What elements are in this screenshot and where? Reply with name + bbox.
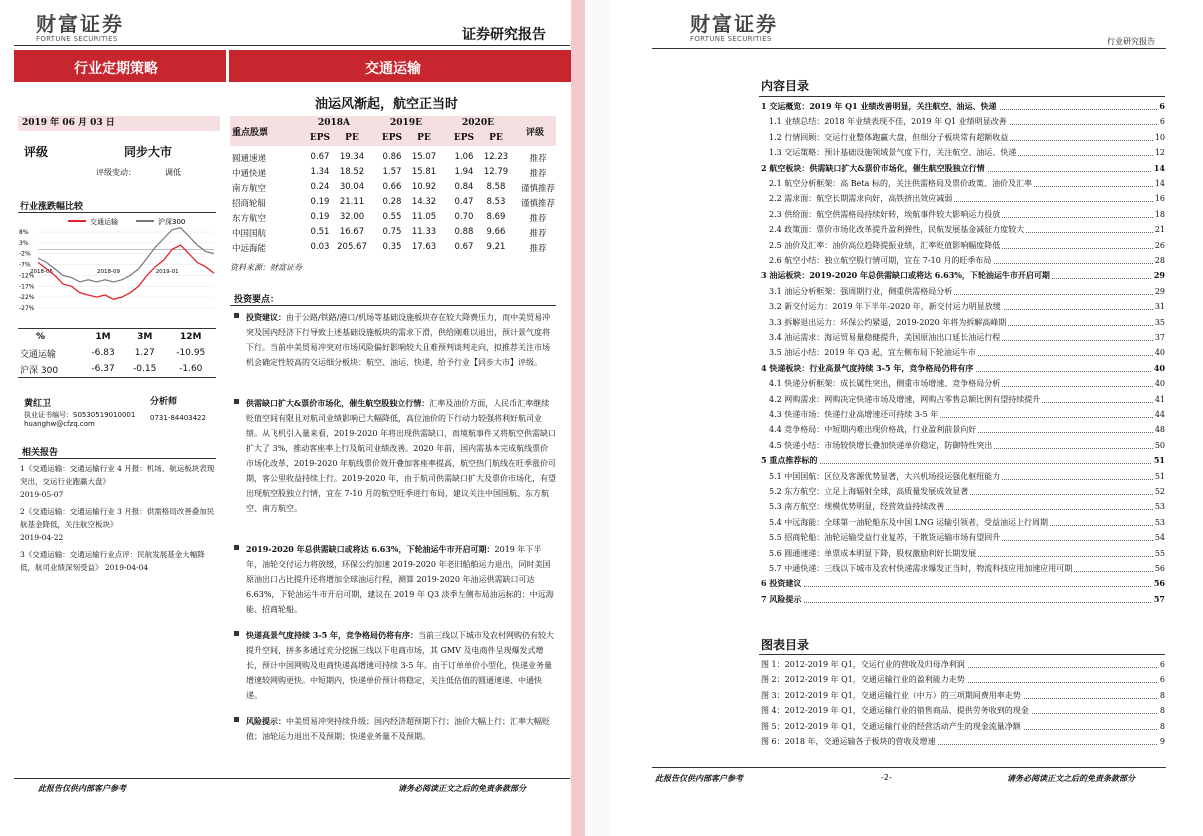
- rating-change-label: 评级变动：: [96, 168, 136, 177]
- toc-page: 10: [1153, 130, 1165, 145]
- stock-value: 0.51: [310, 227, 330, 237]
- toc-item[interactable]: [761, 361, 1165, 376]
- toc-item[interactable]: [761, 392, 1165, 407]
- stock-value: 0.03: [310, 242, 330, 252]
- toc-page: 40: [1153, 376, 1165, 391]
- toc-item[interactable]: [761, 284, 1165, 299]
- toc-title: 内容目录: [761, 79, 810, 93]
- toc-page: 51: [1153, 469, 1165, 484]
- y-tick-label: -27%: [19, 305, 35, 312]
- chart-title-rule: [18, 212, 216, 213]
- legend-swatch-transport: [68, 220, 86, 222]
- industry-label: 交通运输: [365, 61, 421, 77]
- stock-table-wrap: [230, 116, 556, 258]
- toc-item[interactable]: [761, 161, 1165, 176]
- toc-text: 5.4 中远海能：全球第一油轮船东及中国 LNG 运输引领者，受益油运上行周期: [761, 515, 1050, 530]
- related-title: 相关报告: [22, 448, 59, 458]
- toc-item[interactable]: [761, 315, 1165, 330]
- toc-text: 6 投资建议: [761, 576, 803, 591]
- analyst-email[interactable]: huanghw@cfzq.com: [24, 420, 95, 428]
- stock-value: 14.32: [411, 197, 437, 207]
- perf-header: 1M: [95, 332, 111, 342]
- perf-value: -6.37: [91, 364, 115, 374]
- analyst-cert: 执业证书编号：S0530519010001: [24, 411, 136, 419]
- related-reports: [20, 462, 216, 574]
- related-item[interactable]: 1《交通运输：交通运输行业 4 月报：机场、航运板块表现突出，交运行业跑赢大盘》 2019-05-07: [20, 464, 215, 499]
- toc-page: 26: [1153, 238, 1165, 253]
- stock-value: 0.28: [382, 197, 402, 207]
- year-header: 2020E: [462, 118, 494, 128]
- stock-value: 10.92: [411, 182, 437, 192]
- toc-item[interactable]: [761, 345, 1165, 360]
- stock-value: 17.63: [411, 242, 437, 252]
- sub-header: EPS: [453, 133, 475, 143]
- stock-value: 8.58: [486, 182, 506, 192]
- toc-item[interactable]: [761, 376, 1165, 391]
- report-date: 2019 年 06 月 03 日: [18, 116, 220, 131]
- toc-item[interactable]: [761, 253, 1165, 268]
- toc-item[interactable]: [761, 469, 1165, 484]
- stock-value: 0.35: [382, 242, 402, 252]
- stock-value: 0.24: [310, 182, 330, 192]
- stock-value: 0.70: [454, 212, 474, 222]
- figure-item[interactable]: [761, 734, 1165, 749]
- stock-value: 9.21: [486, 242, 506, 252]
- toc-page: 6: [1158, 672, 1165, 687]
- toc-item[interactable]: [761, 330, 1165, 345]
- stock-value: 0.67: [454, 242, 474, 252]
- rating-value: 同步大市: [124, 145, 173, 159]
- series-line-hs300: [38, 228, 214, 282]
- toc-text: 图 1：2012-2019 年 Q1，交运行业的营收及归母净利润: [761, 657, 967, 672]
- toc-page: 53: [1153, 515, 1165, 530]
- footer-rule: [652, 767, 1166, 768]
- stock-name: 圆通速递: [232, 154, 267, 164]
- perf-row-name: 沪深 300: [20, 365, 59, 376]
- toc-text: 3.3 拆解退出运力：环保公约紧逼，2019-2020 年将为拆解高峰期: [761, 315, 1008, 330]
- report-page-2: [609, 0, 1203, 836]
- legend-transport: 交通运输: [90, 218, 118, 226]
- year-header: 2019E: [390, 118, 422, 128]
- stock-rating: 推荐: [529, 169, 547, 179]
- stock-value: 0.19: [310, 212, 330, 222]
- stock-rating: 推荐: [529, 214, 547, 224]
- stock-value: 11.05: [411, 212, 437, 222]
- analyst-phone: 0731-84403422: [150, 414, 206, 422]
- sub-header: PE: [489, 133, 503, 143]
- analyst-title: 分析师: [150, 397, 178, 407]
- figures-rule: [759, 654, 1165, 655]
- toc-item[interactable]: [761, 145, 1165, 160]
- toc-item[interactable]: [761, 592, 1165, 607]
- perf-value: -6.83: [91, 348, 115, 358]
- toc-page: 31: [1153, 299, 1165, 314]
- category-label: 行业定期策略: [74, 61, 158, 77]
- toc-item[interactable]: [761, 191, 1165, 206]
- toc-page: 41: [1153, 392, 1165, 407]
- figure-item[interactable]: [761, 688, 1165, 703]
- toc-text: 4.1 快递分析框架：成长属性突出，侧重市场增速、竞争格局分析: [761, 376, 1002, 391]
- stock-value: 8.53: [486, 197, 506, 207]
- company-logo: 财富证券 FORTUNE SECURITIES: [36, 12, 124, 43]
- toc-text: 5.3 南方航空：规模优势明显，经营效益持续改善: [761, 499, 946, 514]
- toc-text: 图 6：2018 年，交通运输各子板块的营收及增速: [761, 734, 938, 749]
- y-tick-label: 8%: [19, 229, 29, 236]
- stock-value: 18.52: [339, 167, 365, 177]
- y-tick-label: -2%: [19, 250, 31, 258]
- stock-value: 0.67: [310, 152, 330, 162]
- stock-value: 11.33: [411, 227, 437, 237]
- toc-page: 8: [1158, 688, 1165, 703]
- sub-header: EPS: [381, 133, 403, 143]
- toc-item[interactable]: [761, 438, 1165, 453]
- toc-page: 40: [1153, 345, 1165, 360]
- stock-value: 1.34: [310, 167, 330, 177]
- toc-page: 37: [1153, 330, 1165, 345]
- y-tick-label: -22%: [19, 294, 35, 302]
- toc-text: 4.5 快递小结：市场较快增长叠加快递单价稳定，防御特性突出: [761, 438, 994, 453]
- stock-rating: 推荐: [529, 229, 547, 239]
- stock-value: 0.88: [454, 227, 474, 237]
- toc-page: 53: [1153, 499, 1165, 514]
- toc-text: 3.2 新交付运力：2019 年下半年-2020 年，新交付运力明显放缓: [761, 299, 1003, 314]
- perf-header: 12M: [180, 332, 202, 342]
- toc-text: 5.7 中通快递：三线以下城市及农村快递需求爆发正当时，物流科技应用加速应用可期: [761, 561, 1074, 576]
- toc-item[interactable]: [761, 268, 1165, 283]
- perf-header: %: [36, 332, 46, 342]
- toc-item[interactable]: [761, 130, 1165, 145]
- header-rule: [14, 45, 570, 46]
- toc-item[interactable]: [761, 299, 1165, 314]
- header-title: 证券研究报告: [462, 27, 546, 43]
- toc-item[interactable]: [761, 176, 1165, 191]
- stock-value: 15.07: [411, 152, 437, 162]
- leader-dots: [761, 463, 1165, 464]
- stock-value: 0.66: [382, 182, 402, 192]
- toc-item[interactable]: [761, 484, 1165, 499]
- toc-page: 56: [1152, 576, 1165, 591]
- toc-rule: [759, 96, 1165, 97]
- perf-value: -0.15: [133, 364, 157, 374]
- rating-col-header: 评级: [526, 128, 545, 138]
- page-number: -2-: [881, 773, 892, 782]
- toc-item[interactable]: [761, 207, 1165, 222]
- y-tick-label: -17%: [19, 283, 35, 291]
- stock-name: 中远海能: [232, 244, 267, 254]
- x-tick-label: 2018-09: [97, 269, 120, 276]
- stock-rating: 推荐: [529, 154, 547, 164]
- toc-text: 4 快递板块：行业高景气度持续 3-5 年，竞争格局仍将有序: [761, 361, 975, 376]
- footer-rule: [14, 778, 570, 779]
- toc-page: 16: [1153, 191, 1165, 206]
- perf-value: 1.27: [134, 348, 155, 358]
- y-tick-label: -12%: [19, 272, 35, 280]
- toc-page: 6: [1158, 114, 1165, 129]
- toc-text: 5.2 东方航空：立足上海辐射全球，高质量发展成效显著: [761, 484, 970, 499]
- footer-left: 此报告仅供内部客户参考: [38, 783, 126, 793]
- stock-value: 12.79: [483, 167, 509, 177]
- figure-item[interactable]: [761, 672, 1165, 687]
- toc-text: 2.1 航空分析框架：高 Beta 标的，关注供需格局及票价政策、油价及汇率: [761, 176, 1034, 191]
- toc-text: 2.5 油价及汇率：油价高位趋降提振业绩，汇率贬值影响幅度降低: [761, 238, 1002, 253]
- toc-text: 5 重点推荐标的: [761, 453, 819, 468]
- x-tick-label: 2018-05: [30, 269, 53, 276]
- series-line-transport: [38, 245, 214, 299]
- toc-text: 5.6 圆通速递：单票成本明显下降，股权激励利好长期发展: [761, 546, 978, 561]
- toc-page: 44: [1153, 407, 1165, 422]
- x-tick-label: 2019-01: [155, 269, 179, 276]
- report-title: 油运风渐起，航空正当时: [315, 97, 459, 112]
- toc-text: 图 5：2012-2019 年 Q1，交通运输行业的经营活动产生的现金流量净额: [761, 719, 1023, 734]
- perf-header: 3M: [137, 332, 153, 342]
- y-tick-label: 3%: [19, 239, 29, 247]
- table-of-contents: [761, 99, 1165, 609]
- toc-text: 4.3 快递市场：快递行业高增速还可持续 3-5 年: [761, 407, 940, 422]
- perf-value: -10.95: [176, 348, 206, 358]
- stock-col-header: 重点股票: [232, 128, 269, 138]
- stock-value: 0.47: [454, 197, 474, 207]
- industry-bar: [229, 50, 571, 82]
- point-risk: 风险提示：中美贸易冲突持续升级；国内经济超预期下行；油价大幅上行；汇率大幅贬值；油轮运力退出不及预期；快递业务量不及预期。: [234, 714, 556, 744]
- table-source: 资料来源：财富证券: [230, 263, 302, 272]
- toc-text: 7 风险提示: [761, 592, 803, 607]
- toc-text: 1.1 业绩总结：2018 年业绩表现不佳，2019 年 Q1 业绩明显改善: [761, 114, 1009, 129]
- toc-text: 4.2 网购需求：网购决定快递市场及增速，网购占零售总额比例有望持续提升: [761, 392, 1042, 407]
- toc-item[interactable]: [761, 561, 1165, 576]
- toc-text: 图 3：2012-2019 年 Q1，交通运输行业（中万）的三项期间费用率走势: [761, 688, 1023, 703]
- point-investment: 投资建议：由于公路/铁路/港口/机场等基础设施板块存在较大降费压力，而中美贸易冲突及国内经济下行导致上述基础设施板块的需求下滑，供给刚难以退出，预计景气度将下行。当前中美贸易冲突对市场风险偏好影响较大且难预判谈判走向，拟推荐关注市场机会确定性较高的交运细分板块：航空、油运、快递，给予行业【同步大市】评级。: [234, 310, 556, 370]
- toc-text: 5.1 中国国航：区位及客源优势显著，大兴机场投运强化枢纽能力: [761, 469, 1002, 484]
- points-rule: [230, 305, 556, 306]
- toc-page: 56: [1153, 561, 1165, 576]
- performance-chart: [18, 216, 218, 316]
- stock-name: 招商轮船: [232, 199, 267, 209]
- toc-page: 8: [1158, 703, 1165, 718]
- toc-text: 图 4：2012-2019 年 Q1，交通运输行业的销售商品、提供劳务收到的现金: [761, 703, 1031, 718]
- stock-value: 19.34: [339, 152, 365, 162]
- table-row: [18, 361, 216, 378]
- toc-page: 55: [1153, 546, 1165, 561]
- toc-page: 29: [1153, 284, 1165, 299]
- toc-text: 2.4 政策面：票价市场化改革提升盈利弹性，民航发展基金减征力度较大: [761, 222, 1026, 237]
- toc-page: 8: [1158, 719, 1165, 734]
- toc-page: 28: [1153, 253, 1165, 268]
- toc-text: 3 油运板块：2019-2020 年总供需缺口或将达 6.63%，下轮油运牛市开启可期: [761, 268, 1052, 283]
- leader-dots: [761, 602, 1165, 603]
- stock-name: 中通快递: [232, 169, 267, 179]
- rating-label: 评级: [24, 145, 49, 159]
- toc-item[interactable]: [761, 407, 1165, 422]
- toc-page: 50: [1153, 438, 1165, 453]
- toc-page: 29: [1152, 268, 1165, 283]
- sub-header: PE: [417, 133, 431, 143]
- point-aviation: 供需缺口扩大&票价市场化，催生航空股独立行情：汇率及油价方面，人民币汇率继续贬值空间有限且对航司业绩影响已大幅降低，高位油价的下行动力较强将利好航司业绩。从飞机引入量来看，2019-2020 年将出现供需缺口，而境航事件又将航空供需缺口扩大了 3%，推动客座率上行及航司业绩改善。2020 年前，国内需基本完成航线票价市场化改革，2019-2020 年航线票价效开叠加客座率提高，航空热门航线在旺季涨价可期，客公里收益持续上行。2019-2020 年，由于航司供需缺口扩大及票价市场化，有望出现航空股独立行情，宜在 7-10 月的航空旺季进行布局，建议关注中国国航、东方航空、南方航空。: [234, 396, 556, 516]
- stock-value: 1.06: [454, 152, 474, 162]
- toc-page: 35: [1153, 315, 1165, 330]
- figure-list: [761, 657, 1165, 753]
- header-title: 行业研究报告: [1107, 37, 1155, 46]
- stock-value: 32.00: [339, 212, 365, 222]
- toc-text: 图 2：2012-2019 年 Q1，交通运输行业的盈利能力走势: [761, 672, 967, 687]
- rating-change-value: 调低: [165, 168, 181, 177]
- perf-row-name: 交通运输: [20, 349, 57, 360]
- stock-value: 205.67: [337, 242, 367, 252]
- year-header: 2018A: [317, 118, 351, 128]
- toc-item[interactable]: [761, 114, 1165, 129]
- toc-page: 9: [1158, 734, 1165, 749]
- toc-text: 2.6 航空小结：独立航空股行情可期，宜在 7-10 月的旺季布局: [761, 253, 993, 268]
- company-logo: 财富证券 FORTUNE SECURITIES: [690, 12, 778, 43]
- toc-page: 21: [1153, 222, 1165, 237]
- toc-text: 5.5 招商轮船：油轮运输受益行业复苏，干散货运输市场有望回升: [761, 530, 1002, 545]
- related-item[interactable]: 2《交通运输：交通运输行业 3 月报：供需格局改善叠加民航基金降低，关注航空板块》 2019-04-22: [20, 507, 215, 542]
- toc-item[interactable]: [761, 499, 1165, 514]
- page-gutter: [571, 0, 585, 836]
- toc-page: 6: [1158, 657, 1165, 672]
- sub-header: EPS: [309, 133, 331, 143]
- stock-value: 21.11: [339, 197, 365, 207]
- point-express: 快递高景气度持续 3-5 年，竞争格局仍将有序：当前三线以下城市及农村网购仍有较大提升空间，拼多多通过充分挖掘三线以下电商市场，其 GMV 及电商件呈现爆发式增长，预计中国网购及电商快递高增速可持续 3-5 年。由于订单单价小型化，快递业务量增速较网购更快。中短期内，快递单价预计将稳定，关注低估值的圆通速递、中通快递。: [234, 628, 556, 703]
- stock-value: 9.66: [486, 227, 506, 237]
- related-rule: [18, 458, 216, 459]
- sub-header: PE: [345, 133, 359, 143]
- toc-text: 3.1 油运分析框架：强周期行业，侧重供需格局分析: [761, 284, 954, 299]
- toc-text: 3.5 油运小结：2019 年 Q3 起，宜左侧布局下轮油运牛市: [761, 345, 978, 360]
- toc-item[interactable]: [761, 576, 1165, 591]
- stock-name: 东方航空: [232, 214, 267, 224]
- toc-item[interactable]: [761, 238, 1165, 253]
- legend-hs300: 沪深300: [158, 218, 186, 226]
- toc-page: 14: [1152, 161, 1165, 176]
- footer-left: 此报告仅供内部客户参考: [655, 773, 743, 783]
- toc-text: 1 交运概览：2019 年 Q1 业绩改善明显，关注航空、油运、快递: [761, 99, 999, 114]
- footer-right: 请务必阅读正文之后的免责条款部分: [398, 783, 526, 793]
- point-oil-shipping: 2019-2020 年总供需缺口或将达 6.63%，下轮油运牛市开启可期：2019 年下半年，油轮交付运力将放缓，环保公约加速 2019-2020 年老旧船舶运力退出，同时美国原油出口占比提升还将增加全球油运行程，测算 2019-2020 年油运供需缺口可达 6.63%，下轮油运牛市开启可期，建议在 2019 年 Q3 淡季左侧布局油运标的：中远海能、招商轮船。: [234, 542, 556, 617]
- toc-item[interactable]: [761, 546, 1165, 561]
- stock-value: 0.86: [382, 152, 402, 162]
- toc-item[interactable]: [761, 515, 1165, 530]
- toc-text: 1.3 交运策略：预计基础设施领域景气度下行，关注航空、油运、快递: [761, 145, 1018, 160]
- analyst-name: 黄红卫: [24, 399, 52, 409]
- stock-value: 1.94: [454, 167, 474, 177]
- stock-value: 1.57: [382, 167, 402, 177]
- stock-rating: 谨慎推荐: [520, 184, 555, 194]
- stock-value: 16.67: [339, 227, 365, 237]
- stock-value: 0.19: [310, 197, 330, 207]
- stock-value: 0.55: [382, 212, 402, 222]
- stock-value: 0.75: [382, 227, 402, 237]
- stock-value: 8.69: [486, 212, 506, 222]
- figure-item[interactable]: [761, 719, 1165, 734]
- legend-swatch-hs300: [136, 220, 154, 222]
- toc-text: 2.2 需求面：航空长期需求向好，高铁挤出效应减弱: [761, 191, 954, 206]
- toc-page: 51: [1152, 453, 1165, 468]
- figures-title: 图表目录: [761, 638, 810, 652]
- chart-title: 行业涨跌幅比较: [20, 202, 84, 212]
- header-rule: [652, 48, 1166, 49]
- stock-value: 0.84: [454, 182, 474, 192]
- toc-page: 40: [1152, 361, 1165, 376]
- toc-text: 4.4 竞争格局：中短期内难出现价格战，行业盈利前景向好: [761, 422, 978, 437]
- toc-page: 54: [1153, 530, 1165, 545]
- category-bar: [14, 50, 226, 82]
- y-tick-label: -7%: [19, 261, 31, 269]
- toc-item[interactable]: [761, 99, 1165, 114]
- figure-item[interactable]: [761, 703, 1165, 718]
- toc-item[interactable]: [761, 222, 1165, 237]
- toc-page: 48: [1153, 422, 1165, 437]
- stock-value: 30.04: [339, 182, 365, 192]
- stock-rating: 推荐: [529, 244, 547, 254]
- toc-item[interactable]: [761, 422, 1165, 437]
- toc-text: 2.3 供给面：航空供需格局持续好转，埃航事件较大影响运力投放: [761, 207, 1002, 222]
- toc-item[interactable]: [761, 530, 1165, 545]
- toc-page: 12: [1153, 145, 1165, 160]
- points-title: 投资要点：: [234, 295, 280, 305]
- toc-page: 6: [1157, 99, 1165, 114]
- perf-value: -1.60: [179, 364, 203, 374]
- stock-value: 12.23: [483, 152, 509, 162]
- table-row: [18, 345, 216, 361]
- toc-page: 52: [1153, 484, 1165, 499]
- stock-name: 南方航空: [232, 184, 267, 194]
- stock-value: 15.81: [411, 167, 437, 177]
- toc-text: 3.4 油运需求：海运贸易量稳健提升，美国原油出口延长油运行程: [761, 330, 1002, 345]
- stock-rating: 谨慎推荐: [520, 199, 555, 209]
- report-page-1: [0, 0, 571, 836]
- footer-right: 请务必阅读正文之后的免责条款部分: [1007, 773, 1135, 783]
- page-gap: [585, 0, 609, 836]
- toc-page: 18: [1153, 207, 1165, 222]
- toc-page: 14: [1153, 176, 1165, 191]
- toc-item[interactable]: [761, 453, 1165, 468]
- toc-page: 57: [1152, 592, 1165, 607]
- leader-dots: [761, 586, 1165, 587]
- toc-text: 2 航空板块：供需缺口扩大&票价市场化，催生航空股独立行情: [761, 161, 987, 176]
- stock-name: 中国国航: [232, 229, 267, 239]
- figure-item[interactable]: [761, 657, 1165, 672]
- performance-table: [18, 328, 216, 378]
- toc-text: 1.2 行情回顾：交运行业整体跑赢大盘，但细分子板块常有超额收益: [761, 130, 1010, 145]
- related-item[interactable]: 3《交通运输：交通运输行业点评：民航发展基金大幅降低，航司业绩深刻受益》 2019-04-04: [20, 550, 205, 572]
